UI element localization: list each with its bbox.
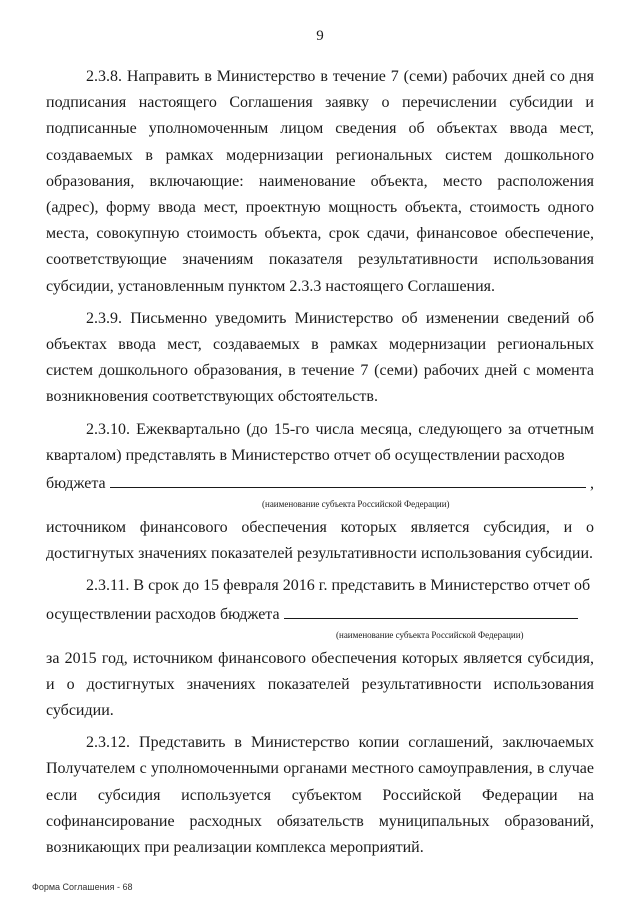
blank-field	[284, 600, 578, 619]
paragraph-text: 2.3.10. Ежеквартально (до 15-го числа месяца, следующего за отчетным кварталом) представлять в Министерство отчет об осуществлении расходов	[46, 420, 594, 464]
paragraph-2-3-9	[46, 306, 594, 411]
fill-line-comma: ,	[590, 475, 594, 493]
paragraph-text: 2.3.11. В срок до 15 февраля 2016 г. представить в Министерство отчет об	[86, 577, 591, 595]
field-caption: (наименование субъекта Российской Федерации)	[336, 629, 524, 640]
blank-field	[110, 469, 586, 488]
paragraph-text: 2.3.9. Письменно уведомить Министерство об изменении сведений об объектах ввода мест, создаваемых в рамках модернизации региональных систем дошкольного образования, в течение 7 (семи) рабочих дней с момента возникновения соответствующих обстоятельств.	[46, 309, 594, 406]
document-body	[46, 64, 594, 867]
paragraph-2-3-11-continued	[46, 646, 594, 725]
page-footer: Форма Соглашения - 68	[32, 882, 133, 892]
field-caption: (наименование субъекта Российской Федерации)	[262, 499, 450, 510]
paragraph-2-3-8	[46, 64, 594, 300]
paragraph-2-3-10	[46, 417, 594, 469]
fill-line-budget-2-3-11	[46, 600, 582, 628]
page-number: 9	[316, 28, 324, 44]
fill-line-label: осуществлении расходов бюджета	[46, 605, 280, 623]
paragraph-2-3-11	[46, 573, 594, 599]
paragraph-text: 2.3.12. Представить в Министерство копии соглашений, заключаемых Получателем с уполномоченными органами местного самоуправления, в случае если субсидия используется субъектом Российской Федерации на софинансирование расходных обязательств муниципальных образований, возникающих при реализации комплекса мероприятий.	[46, 734, 594, 857]
paragraph-text: за 2015 год, источником финансового обеспечения которых является субсидия, и о достигнутых значениях показателей результативности использования субсидии.	[46, 649, 594, 720]
fill-line-label: бюджета	[46, 475, 106, 493]
paragraph-text: 2.3.8. Направить в Министерство в течение 7 (семи) рабочих дней со дня подписания настоящего Соглашения заявку о перечислении субсидии и подписанные уполномоченным лицом сведения об объектах ввода мест, создаваемых в рамках модернизации региональных систем дошкольного образования, включающие: наименование объекта, место расположения (адрес), форму ввода мест, проектную мощность объекта, стоимость одного места, совокупную стоимость объекта, срок сдачи, финансовое обеспечение, соответствующие значениям показателя результативности использования субсидии, установленным пунктом 2.3.3 настоящего Соглашения.	[46, 68, 594, 295]
fill-line-budget-2-3-10	[46, 469, 594, 497]
paragraph-2-3-12	[46, 730, 594, 861]
paragraph-text: источником финансового обеспечения которых является субсидия, и о достигнутых значениях показателей результативности использования субсидии.	[46, 519, 594, 563]
paragraph-2-3-10-continued	[46, 515, 594, 567]
